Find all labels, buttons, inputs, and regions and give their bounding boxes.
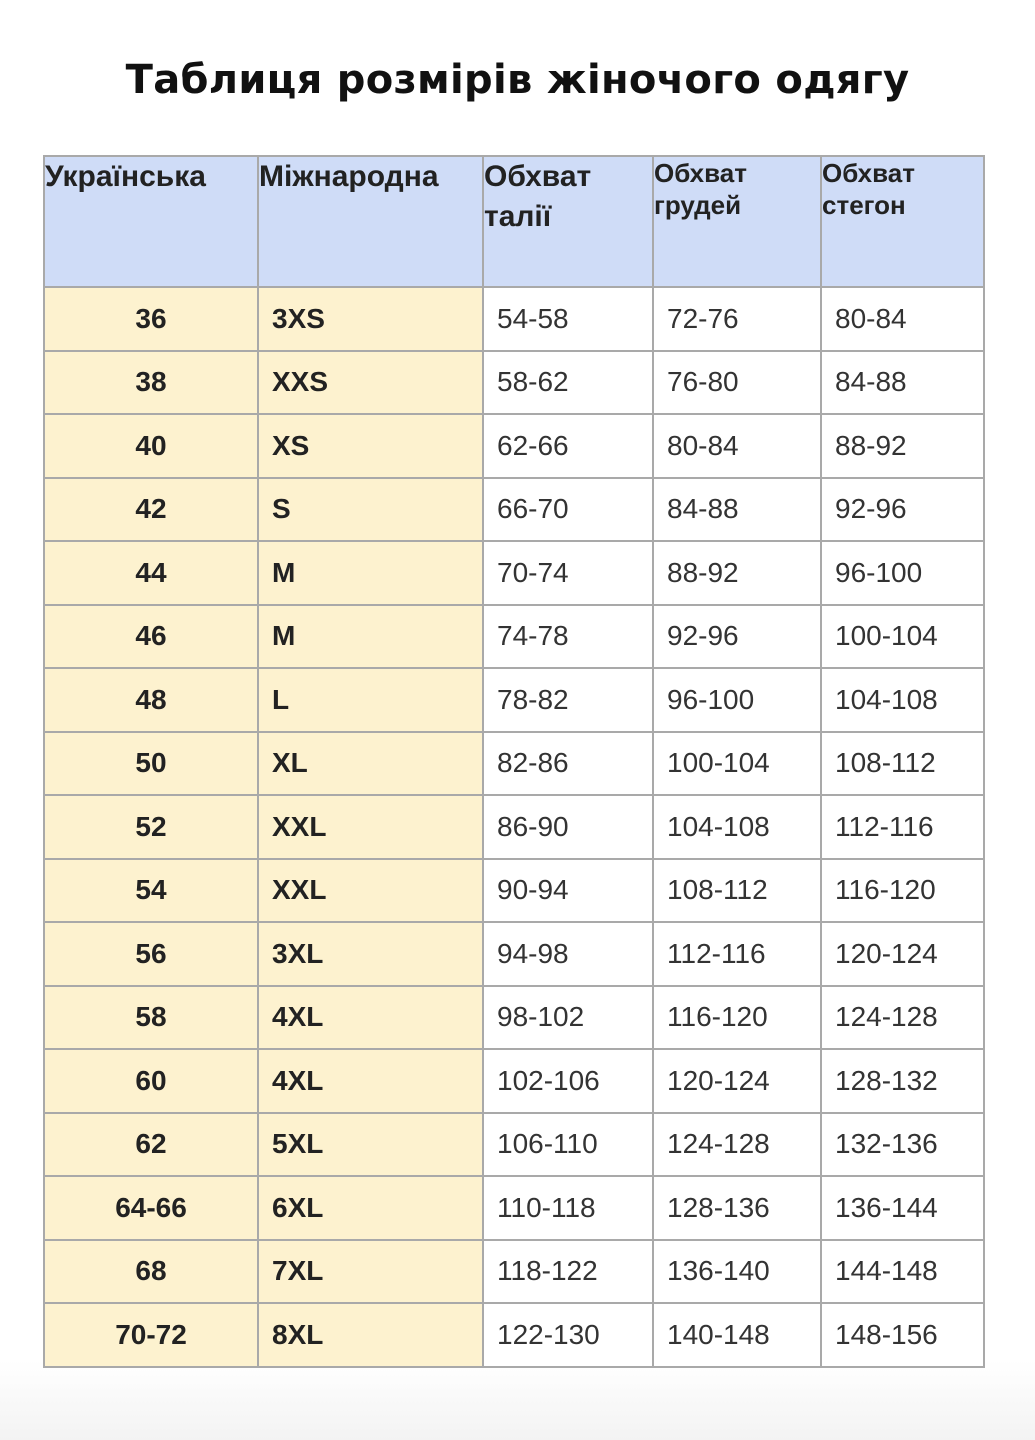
table-row: [44, 922, 984, 986]
cell-international-size: 3XL: [258, 922, 483, 986]
cell-hips: 116-120: [821, 859, 984, 923]
header-ukrainian-label: Українська: [45, 160, 206, 193]
cell-waist: 62-66: [483, 414, 653, 478]
table-row: [44, 1113, 984, 1177]
cell-ukrainian-size: 56: [44, 922, 258, 986]
table-row: [44, 859, 984, 923]
cell-ukrainian-size: 50: [44, 732, 258, 796]
table-header-row: [44, 156, 984, 287]
cell-chest: 84-88: [653, 478, 821, 542]
cell-international-size: 4XL: [258, 986, 483, 1050]
cell-waist: 86-90: [483, 795, 653, 859]
cell-chest: 120-124: [653, 1049, 821, 1113]
header-chest-label: Обхват грудей: [654, 158, 747, 220]
table-row: [44, 605, 984, 669]
cell-international-size: 7XL: [258, 1240, 483, 1304]
header-waist: [483, 156, 653, 287]
cell-hips: 88-92: [821, 414, 984, 478]
cell-ukrainian-size: 64-66: [44, 1176, 258, 1240]
cell-ukrainian-size: 48: [44, 668, 258, 732]
cell-hips: 144-148: [821, 1240, 984, 1304]
cell-hips: 112-116: [821, 795, 984, 859]
cell-international-size: XXL: [258, 859, 483, 923]
header-hips-label: Обхват стегон: [822, 158, 915, 220]
size-table: [43, 155, 985, 1368]
cell-ukrainian-size: 52: [44, 795, 258, 859]
cell-international-size: L: [258, 668, 483, 732]
cell-chest: 88-92: [653, 541, 821, 605]
cell-international-size: M: [258, 605, 483, 669]
cell-chest: 128-136: [653, 1176, 821, 1240]
cell-ukrainian-size: 36: [44, 287, 258, 351]
cell-hips: 104-108: [821, 668, 984, 732]
table-row: [44, 478, 984, 542]
cell-waist: 110-118: [483, 1176, 653, 1240]
cell-waist: 54-58: [483, 287, 653, 351]
cell-waist: 118-122: [483, 1240, 653, 1304]
cell-waist: 70-74: [483, 541, 653, 605]
cell-international-size: S: [258, 478, 483, 542]
table-row: [44, 351, 984, 415]
table-row: [44, 1049, 984, 1113]
cell-waist: 94-98: [483, 922, 653, 986]
cell-ukrainian-size: 58: [44, 986, 258, 1050]
cell-international-size: XXS: [258, 351, 483, 415]
cell-hips: 136-144: [821, 1176, 984, 1240]
cell-chest: 116-120: [653, 986, 821, 1050]
cell-ukrainian-size: 46: [44, 605, 258, 669]
table-row: [44, 541, 984, 605]
cell-international-size: M: [258, 541, 483, 605]
cell-international-size: 5XL: [258, 1113, 483, 1177]
cell-chest: 72-76: [653, 287, 821, 351]
cell-chest: 92-96: [653, 605, 821, 669]
cell-ukrainian-size: 60: [44, 1049, 258, 1113]
cell-waist: 66-70: [483, 478, 653, 542]
cell-hips: 80-84: [821, 287, 984, 351]
cell-international-size: XXL: [258, 795, 483, 859]
cell-hips: 128-132: [821, 1049, 984, 1113]
cell-chest: 76-80: [653, 351, 821, 415]
cell-ukrainian-size: 40: [44, 414, 258, 478]
table-row: [44, 287, 984, 351]
cell-ukrainian-size: 38: [44, 351, 258, 415]
header-international-label: Міжнародна: [259, 160, 439, 193]
cell-hips: 148-156: [821, 1303, 984, 1367]
cell-hips: 84-88: [821, 351, 984, 415]
cell-international-size: 6XL: [258, 1176, 483, 1240]
cell-waist: 102-106: [483, 1049, 653, 1113]
cell-hips: 108-112: [821, 732, 984, 796]
header-waist-label: Обхват талії: [484, 160, 592, 233]
page-title: Таблиця розмірів жіночого одягу: [125, 57, 910, 103]
cell-chest: 96-100: [653, 668, 821, 732]
table-row: [44, 414, 984, 478]
cell-waist: 78-82: [483, 668, 653, 732]
header-hips: [821, 156, 984, 287]
header-ukrainian: [44, 156, 258, 287]
cell-chest: 100-104: [653, 732, 821, 796]
cell-waist: 90-94: [483, 859, 653, 923]
table-row: [44, 1303, 984, 1367]
cell-waist: 74-78: [483, 605, 653, 669]
cell-hips: 132-136: [821, 1113, 984, 1177]
header-chest: [653, 156, 821, 287]
page-bottom-shade: [0, 1360, 1035, 1440]
table-row: [44, 986, 984, 1050]
cell-chest: 124-128: [653, 1113, 821, 1177]
cell-international-size: XL: [258, 732, 483, 796]
cell-waist: 82-86: [483, 732, 653, 796]
cell-chest: 140-148: [653, 1303, 821, 1367]
cell-international-size: 4XL: [258, 1049, 483, 1113]
cell-waist: 58-62: [483, 351, 653, 415]
cell-waist: 122-130: [483, 1303, 653, 1367]
cell-international-size: 3XS: [258, 287, 483, 351]
cell-chest: 108-112: [653, 859, 821, 923]
table-row: [44, 732, 984, 796]
table-row: [44, 668, 984, 732]
cell-chest: 136-140: [653, 1240, 821, 1304]
cell-waist: 98-102: [483, 986, 653, 1050]
table-row: [44, 1176, 984, 1240]
cell-ukrainian-size: 42: [44, 478, 258, 542]
cell-ukrainian-size: 70-72: [44, 1303, 258, 1367]
cell-ukrainian-size: 44: [44, 541, 258, 605]
cell-waist: 106-110: [483, 1113, 653, 1177]
cell-hips: 124-128: [821, 986, 984, 1050]
cell-ukrainian-size: 68: [44, 1240, 258, 1304]
table-row: [44, 795, 984, 859]
cell-hips: 92-96: [821, 478, 984, 542]
cell-hips: 96-100: [821, 541, 984, 605]
cell-chest: 104-108: [653, 795, 821, 859]
cell-chest: 80-84: [653, 414, 821, 478]
cell-hips: 120-124: [821, 922, 984, 986]
cell-international-size: XS: [258, 414, 483, 478]
cell-ukrainian-size: 62: [44, 1113, 258, 1177]
cell-chest: 112-116: [653, 922, 821, 986]
table-row: [44, 1240, 984, 1304]
cell-hips: 100-104: [821, 605, 984, 669]
header-international: [258, 156, 483, 287]
cell-ukrainian-size: 54: [44, 859, 258, 923]
cell-international-size: 8XL: [258, 1303, 483, 1367]
